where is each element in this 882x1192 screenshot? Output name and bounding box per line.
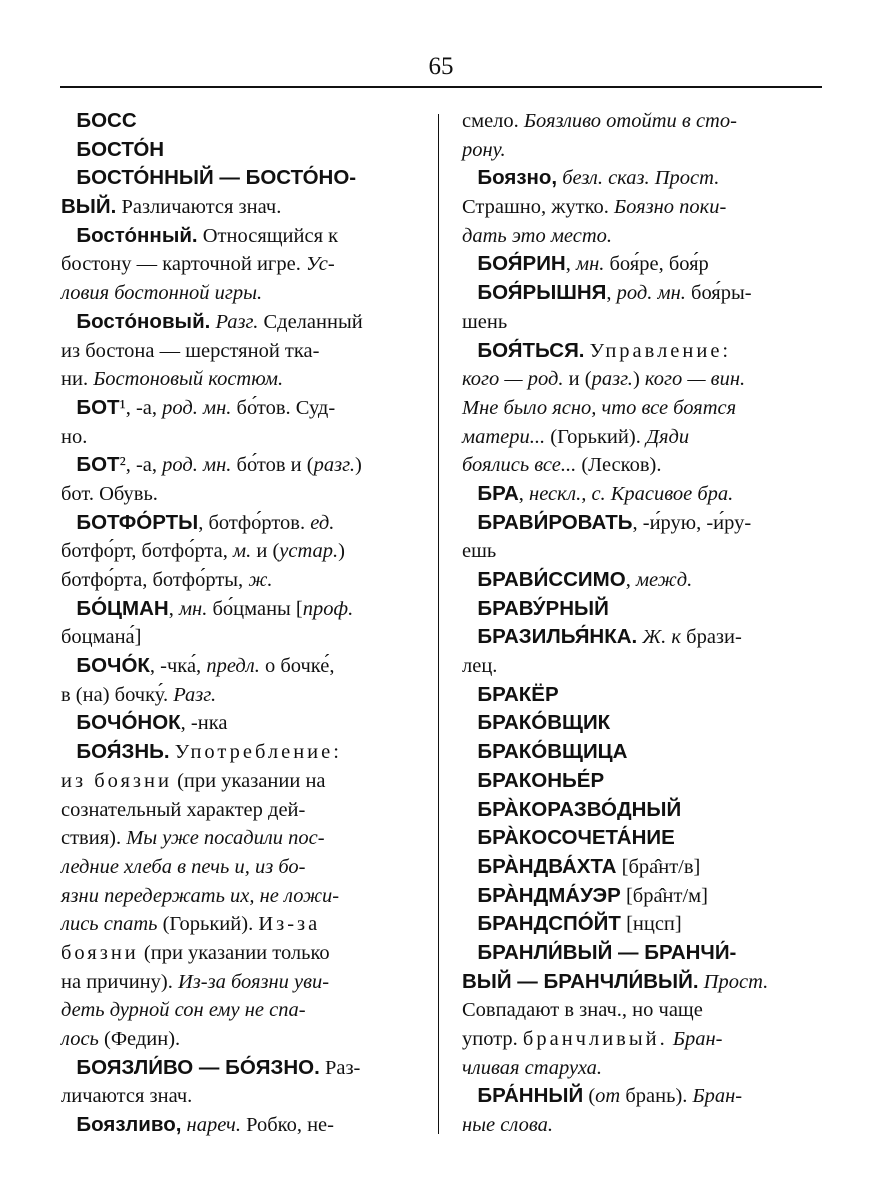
text-line [462,279,820,308]
text-line [61,910,416,939]
text-segment: , ботфо́ртов. [198,511,311,534]
italic-text: ед. [310,511,335,534]
text-line [61,480,416,509]
italic-text: рону. [462,138,506,161]
text-segment: и ( [251,540,280,563]
text-line [462,193,820,222]
italic-text: Боязливо отойти в сто- [523,110,737,132]
text-segment: , [565,253,576,276]
text-line [462,767,820,796]
text-segment: в (на) бочку́. [61,683,174,706]
text-segment: ботфо́рта, ботфо́рты, [61,569,249,591]
text-line [462,738,820,767]
text-line [462,681,820,710]
italic-text: Бостоновый костюм. [93,368,284,391]
headword: БРА̀НДВА́ХТА [477,854,617,878]
text-segment [61,655,76,677]
text-segment [462,598,477,620]
headword: БОТ [76,395,120,419]
text-segment: из боязни [61,769,172,792]
headword: БОТ [76,453,120,477]
text-segment: , [518,482,530,505]
headword: БРАНЛИ́ВЫЙ — БРАНЧИ́- [477,940,737,964]
headword: ВЫЙ. [61,195,117,219]
headword: БРАКО́ВЩИК [477,711,611,735]
headword: БРА̀КОСОЧЕТА́НИЕ [477,826,675,850]
text-segment: бранчливый. [522,1028,668,1050]
italic-text: дать это место. [462,224,613,247]
text-segment: из бостона — шерстяной тка- [61,339,320,362]
text-line [61,193,416,222]
text-line [61,1054,416,1083]
text-segment: бот. Обувь. [61,482,158,505]
text-segment [61,397,76,419]
italic-text: устар. [279,540,339,563]
italic-text: мн. [178,597,208,620]
text-line [462,394,820,423]
italic-text: Разг. [173,683,217,706]
text-line [61,107,416,136]
text-segment [462,1085,477,1107]
text-segment: шень [462,310,508,333]
headword: БРАНДСПО́ЙТ [477,912,621,936]
text-segment [61,225,76,247]
text-line [462,882,820,911]
italic-text: проф. [302,597,354,620]
italic-text: нескл., с. Красивое бра. [529,482,734,505]
text-segment: но. [61,425,88,448]
italic-text: матери... [462,425,546,448]
italic-text: Мы уже посадили пос- [126,827,325,850]
text-segment [462,483,477,505]
text-line [462,509,820,538]
italic-text: лось [61,1028,99,1050]
text-line [61,996,416,1025]
headword: БРА [477,481,519,505]
italic-text: ж. [248,569,273,591]
text-segment: бо́тов и ( [231,454,314,477]
text-line [61,566,416,595]
headword: Босто́новый. [76,309,211,333]
text-line [61,423,416,452]
text-line [61,365,416,394]
text-segment [462,712,477,734]
text-segment: , -чка́, [149,655,207,678]
headword: Босто́нный. [76,223,198,247]
text-segment [462,913,477,935]
text-line [61,164,416,193]
text-segment: ) [354,454,362,477]
text-line [462,824,820,853]
text-segment: бо́цманы [ [207,597,303,620]
text-line [61,824,416,853]
text-line [61,136,416,165]
text-segment: , [606,282,617,305]
text-segment: бостону — карточной игре. [61,253,306,276]
text-segment [61,110,76,132]
italic-text: ловия бостонной игры. [61,282,263,305]
text-segment: ) [632,368,645,391]
italic-text: Дяди [645,425,690,448]
text-segment: ствия). [61,827,127,850]
italic-text: кого — род. [462,368,564,391]
headword: Боязно, [477,166,558,190]
text-segment: , -нка [180,712,228,735]
italic-text: Боязно поки- [614,196,727,219]
text-segment [61,741,76,763]
text-line [462,623,820,652]
text-line [462,1025,820,1054]
text-segment [462,856,477,878]
text-line [61,796,416,825]
text-segment: ) [338,540,345,563]
text-segment [462,770,477,792]
text-segment: боцмана́] [61,626,142,649]
text-segment: [бра̂нт/в] [616,855,701,878]
text-segment [61,512,76,534]
italic-text: от [595,1085,621,1108]
text-segment [61,1057,76,1079]
page-number: 65 [428,53,454,80]
text-line [61,681,416,710]
header-rule [60,86,822,88]
right-column [462,107,820,1140]
italic-text: род. мн. [162,396,232,419]
italic-text: межд. [635,569,693,591]
headword: БОЯ́РЫШНЯ [477,281,607,305]
text-segment: ни. [61,368,94,391]
italic-text: Разг. [215,310,259,333]
headword: БРАВИ́ССИМО [477,568,626,591]
text-segment [462,741,477,763]
text-line [462,480,820,509]
text-line [462,595,820,624]
headword: БРАКЁР [477,682,559,706]
text-segment: брази- [681,626,742,649]
column-divider [438,114,439,1134]
text-line [462,365,820,394]
text-segment: Из-за [258,913,321,936]
text-segment [462,282,477,304]
text-segment: ¹, -а, [119,396,163,419]
text-line [462,1082,820,1111]
italic-text: Ж. к [642,626,682,649]
headword: БРА̀НДМА́УЭР [477,883,621,907]
text-segment: лец. [462,655,498,678]
text-line [61,709,416,738]
text-segment [462,626,477,648]
text-segment [61,598,76,620]
text-line [462,910,820,939]
text-segment: ², -а, [119,454,163,477]
text-line [462,796,820,825]
headword: БРАЗИЛЬЯ́НКА. [477,625,638,649]
italic-text: кого — вин. [644,368,746,391]
headword: БОСС [76,109,137,132]
text-segment [462,569,477,591]
text-segment: Совпадают в знач., но чаще [462,999,703,1022]
text-segment: Страшно, жутко. [462,196,615,219]
text-segment: Управление: [589,339,732,362]
text-segment: боя́ре, боя́р [604,253,709,276]
text-line [61,968,416,997]
italic-text: Мне было ясно, что все боятся [462,396,737,419]
italic-text: нареч. [186,1114,241,1137]
italic-text: ледние хлеба в печь и, из бо- [61,855,306,878]
text-line [462,537,820,566]
text-segment [61,311,76,333]
headword: БОСТО́Н [76,137,165,161]
text-segment [462,885,477,907]
text-segment: , -и́рую, -и́ру- [632,511,752,534]
headword: БРАКО́ВЩИЦА [477,740,628,764]
headword: БОСТО́ННЫЙ — БОСТО́НО- [76,166,357,190]
text-line [462,1111,820,1140]
text-segment: Сделанный [258,310,363,333]
headword: БРА̀КОРАЗВО́ДНЫЙ [477,797,682,821]
text-segment: (Лесков). [576,454,662,477]
text-line [61,250,416,279]
text-line [61,394,416,423]
text-line [61,1025,416,1054]
headword: Боязливо, [76,1113,182,1137]
text-line [61,279,416,308]
text-line [462,968,820,997]
text-segment [462,827,477,849]
text-line [61,652,416,681]
text-segment: и ( [563,368,592,391]
italic-text: чливая старуха. [462,1056,603,1079]
text-line [462,566,820,595]
text-line [61,1111,416,1140]
text-line [462,709,820,738]
headword: БРАКОНЬЕ́Р [477,768,605,792]
text-segment: сознательный характер дей- [61,798,306,821]
text-segment: (Федин). [98,1028,181,1050]
headword: БРА́ННЫЙ [477,1084,584,1108]
text-segment [462,340,477,362]
headword: БОЧО́НОК [76,711,181,735]
text-line [61,537,416,566]
text-line [61,939,416,968]
text-segment: , [625,569,636,591]
text-segment: смело. [462,110,524,132]
text-segment: Относящийся к [197,224,339,247]
text-line [61,738,416,767]
text-segment: личаются знач. [61,1085,193,1108]
italic-text: разг. [591,368,633,391]
text-line [462,1054,820,1083]
text-segment [462,167,477,189]
text-line [462,451,820,480]
italic-text: род. мн. [616,282,686,305]
text-line [462,136,820,165]
text-segment: боя́ры- [685,282,752,305]
headword: БОТФО́РТЫ [76,510,199,534]
italic-text: предл. [206,655,260,678]
text-segment [462,942,477,964]
italic-text: род. мн. [162,454,232,477]
headword: БО́ЦМАН [76,596,169,620]
text-segment [462,684,477,706]
text-line [462,107,820,136]
text-line [61,308,416,337]
text-segment: Раз- [319,1056,361,1079]
text-line [61,853,416,882]
text-line [61,509,416,538]
text-segment: бо́тов. Суд- [231,396,336,419]
text-segment: ( [583,1085,596,1108]
headword: ВЫЙ — БРАНЧЛИ́ВЫЙ. [462,969,699,993]
text-segment [462,799,477,821]
text-segment: ешь [462,540,497,563]
italic-text: безл. сказ. Прост. [562,167,720,190]
italic-text: мн. [575,253,605,276]
italic-text: деть дурной сон ему не спа- [61,999,306,1022]
italic-text: боялись все... [462,454,577,477]
italic-text: ные слова. [462,1114,553,1137]
italic-text: Бран- [672,1028,723,1050]
text-line [462,652,820,681]
text-segment [61,712,76,734]
headword: БОЯ́ТЬСЯ. [477,338,585,362]
text-segment [61,139,76,161]
text-segment: (при указании на [171,769,326,792]
text-line [462,853,820,882]
text-segment: (Горький). [545,425,646,448]
text-line [462,308,820,337]
text-line [61,337,416,366]
italic-text: язни передержать их, не ложи- [61,884,340,907]
italic-text: м. [233,540,252,563]
text-line [462,423,820,452]
italic-text: лись спать [61,913,158,936]
text-line [61,1082,416,1111]
text-line [462,337,820,366]
text-line [61,451,416,480]
text-segment: Различаются знач. [116,196,282,219]
italic-text: Из-за боязни уви- [177,970,330,993]
text-line [61,767,416,796]
text-line [61,623,416,652]
text-segment: (при указании только [138,941,330,964]
headword: БОЯ́ЗНЬ. [76,740,170,764]
text-segment: боязни [61,941,139,964]
headword: БРАВИ́РОВАТЬ [477,510,633,534]
text-segment: о бочке́, [259,655,335,678]
headword: БОЧО́К [76,654,150,678]
text-segment: на причину). [61,970,178,993]
text-line [61,882,416,911]
italic-text: Ус- [305,253,335,276]
text-segment: употр. [462,1028,523,1050]
headword: БРАВУ́РНЫЙ [477,596,609,620]
text-segment [61,454,76,476]
text-segment [462,512,477,534]
text-line [462,222,820,251]
text-segment: (Горький). [157,913,259,936]
text-line [61,222,416,251]
text-segment [61,167,76,189]
text-line [462,164,820,193]
text-line [462,250,820,279]
text-line [462,939,820,968]
text-line [462,996,820,1025]
text-segment: Употребление: [174,741,342,764]
text-segment: Робко, не- [240,1114,334,1137]
text-segment: [нцсп] [620,913,682,936]
headword: БОЯЗЛИ́ВО — БО́ЯЗНО. [76,1055,320,1079]
text-segment: [бра̂нт/м] [620,884,708,907]
text-segment: ботфо́рт, ботфо́рта, [61,540,233,563]
text-segment: брань). [620,1085,693,1108]
text-segment [462,253,477,275]
text-segment [61,1114,76,1136]
italic-text: Прост. [703,970,769,993]
left-column [61,107,416,1140]
headword: БОЯ́РИН [477,252,566,276]
italic-text: разг. [313,454,355,477]
text-line [61,595,416,624]
text-segment: , [168,597,179,620]
italic-text: Бран- [692,1085,743,1108]
